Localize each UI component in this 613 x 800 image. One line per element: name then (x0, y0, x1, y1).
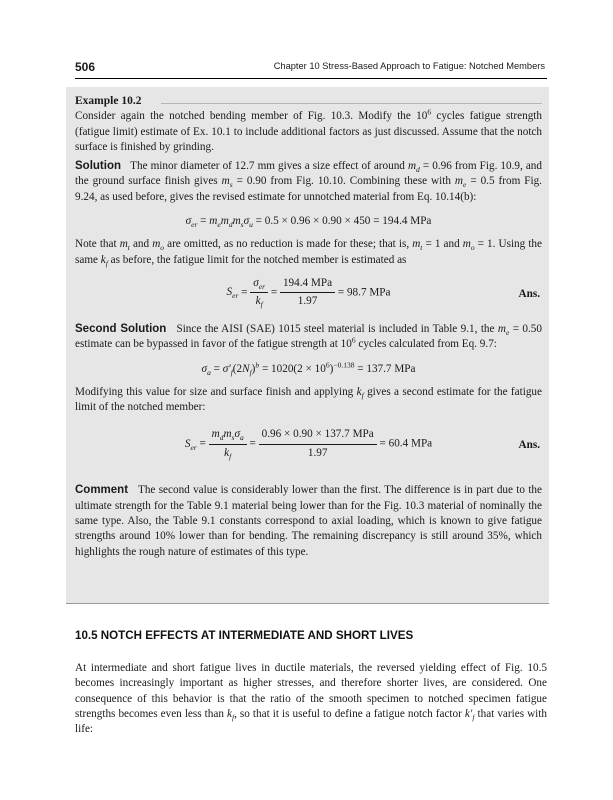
second-solution-label: Second Solution (75, 322, 167, 335)
example-intro: Consider again the notched bending member of Fig. 10.3. Modify the $10^6$ cycles fatigue strength (fatigue limit) estimate of Ex. 10.1 to include additional factors as just discussed. Assume that the notch surface is finished by grinding. (75, 107, 542, 153)
page-number: 506 (75, 60, 96, 74)
modify-paragraph: Modifying this value for size and surface finish and applying $k_f$ gives a second estimate for the fatigue limit of the notched member: (75, 385, 542, 414)
equation-1: $\sigma_{er} = m_em_dm_s\sigma_u = 0.5 \times 0.96 \times 0.90 \times 450 = 194.4$ MPa (185, 215, 432, 230)
solution-label: Solution (75, 160, 121, 173)
comment-paragraph (75, 483, 542, 559)
page-header (75, 60, 545, 76)
answer-label-1: Ans. (518, 287, 540, 300)
equation-3: $\sigma_a = \sigma'_f(2N_f)^b = 1020(2 \times 10^6)^{-0.138} = 137.7$ MPa (201, 359, 416, 377)
running-head: Chapter 10 Stress-Based Approach to Fatigue: Notched Members (273, 61, 545, 71)
section-title: 10.5 NOTCH EFFECTS AT INTERMEDIATE AND SHORT LIVES (75, 629, 414, 642)
answer-label-2: Ans. (518, 439, 540, 452)
note-paragraph: Note that $m_t$ and $m_o$ are omitted, as no reduction is made for these; that is, $m_t = 1$ and $m_o = 1$. Using the same $k_f$ as before, the fatigue limit for the notched member is estimated as (75, 238, 542, 268)
example-box (66, 87, 549, 604)
section-body: At intermediate and short fatigue lives in ductile materials, the reversed yielding effect of Fig. 10.5 becomes increasingly important as higher stresses, and therefore shorter lives, are considered. One consequence of this behavior is that the ratio of the smooth specimen to notched specimen fatigue strengths becomes even less than $k_f$, so that it is useful to define a fatigue notch factor $k'_f$ that varies with life: (75, 662, 547, 736)
example-title-rule (161, 103, 542, 104)
comment-label: Comment (75, 484, 129, 497)
equation-2: $S_{er}$ = $\frac{\sigma_{er}}{k_f}$ = $\frac{\text{194.4 MPa}}{1.97}$ = 98.7 MPa Ans. (226, 276, 540, 310)
example-title: Example 10.2 (75, 95, 142, 107)
equation-4: $S_{er}$ = $\frac{m_dm_s\sigma_a}{k_f}$ = $\frac{\text{0.96 × 0.90 × 137.7 MPa}}{1.97}$ = 60.4 MPa Ans. (184, 428, 540, 461)
second-solution-paragraph: Second Solution Since the AISI (SAE) 1015 steel material is included in Table 9.1, the $m_e = 0.50$ estimate can be bypassed in favor of the fatigue strength at $10^6$ cycles calculated from Eq. 9.7: (75, 322, 542, 351)
solution-paragraph: Solution The minor diameter of 12.7 mm gives a size effect of around $m_d = 0.96$ from Fig. 10.9, and the ground surface finish gives $m_s = 0.90$ from Fig. 10.10. Combining these with $m_e = 0.5$ from Fig. 9.24, as used before, gives the revised estimate for unnotched material from Eq. 10.14(b): (75, 160, 542, 203)
comment-text: The second value is considerably lower than the first. The difference is in part due to the ultimate strength for the Table 9.1 material being lower than for the Fig. 10.3 material of nominally the same type. Also, the Table 9.1 constants correspond to axial loading, which is known to give fatigue strengths around 10% lower than for bending. The remaining discrepancy is still around 35%, which highlights the rough nature of estimates of this type. (75, 484, 542, 558)
header-rule (75, 78, 547, 79)
